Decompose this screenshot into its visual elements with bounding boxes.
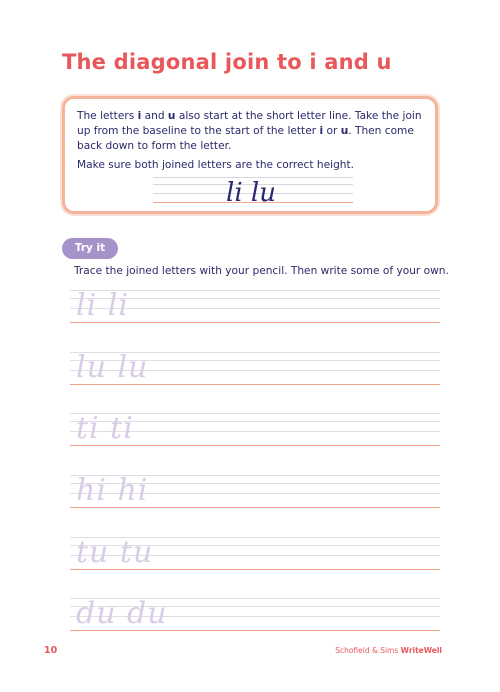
text-run: or [323,125,341,137]
practice-row [70,596,440,631]
series-name: WriteWell [400,646,442,655]
practice-row [70,535,440,570]
trace-letters: lu lu [76,350,149,385]
example-handwriting: li lu [226,178,276,208]
trace-letters: du du [76,596,168,631]
bold-letter: i [137,110,142,122]
bold-letter: u [167,110,176,122]
height-reminder: Make sure both joined letters are the correct height. [77,159,355,171]
instruction-box [62,96,438,214]
footer-credit [335,646,442,655]
trace-letters: hi hi [76,473,149,508]
trace-letters: li li [76,288,129,323]
publisher-name: Schofield & Sims [335,646,399,655]
practice-row [70,350,440,385]
practice-row [70,288,440,323]
instruction-paragraph [77,109,427,154]
trace-letters: tu tu [76,535,154,570]
trace-letters: ti ti [76,411,134,446]
text-run: The letters [77,110,138,122]
text-run: . Then come back down to form the letter. [77,125,414,152]
try-it-badge: Try it [62,238,118,259]
page-number: 10 [44,645,58,656]
practice-row [70,411,440,446]
bold-letter: u [340,125,349,137]
text-run: also start at the short letter line. Take the join up from the baseline to the start of the letter [77,110,422,137]
text-run: and [141,110,168,122]
page-title: The diagonal join to i and u [62,50,392,74]
practice-row [70,473,440,508]
bold-letter: i [319,125,324,137]
trace-instruction: Trace the joined letters with your pencil. Then write some of your own. [74,265,449,277]
